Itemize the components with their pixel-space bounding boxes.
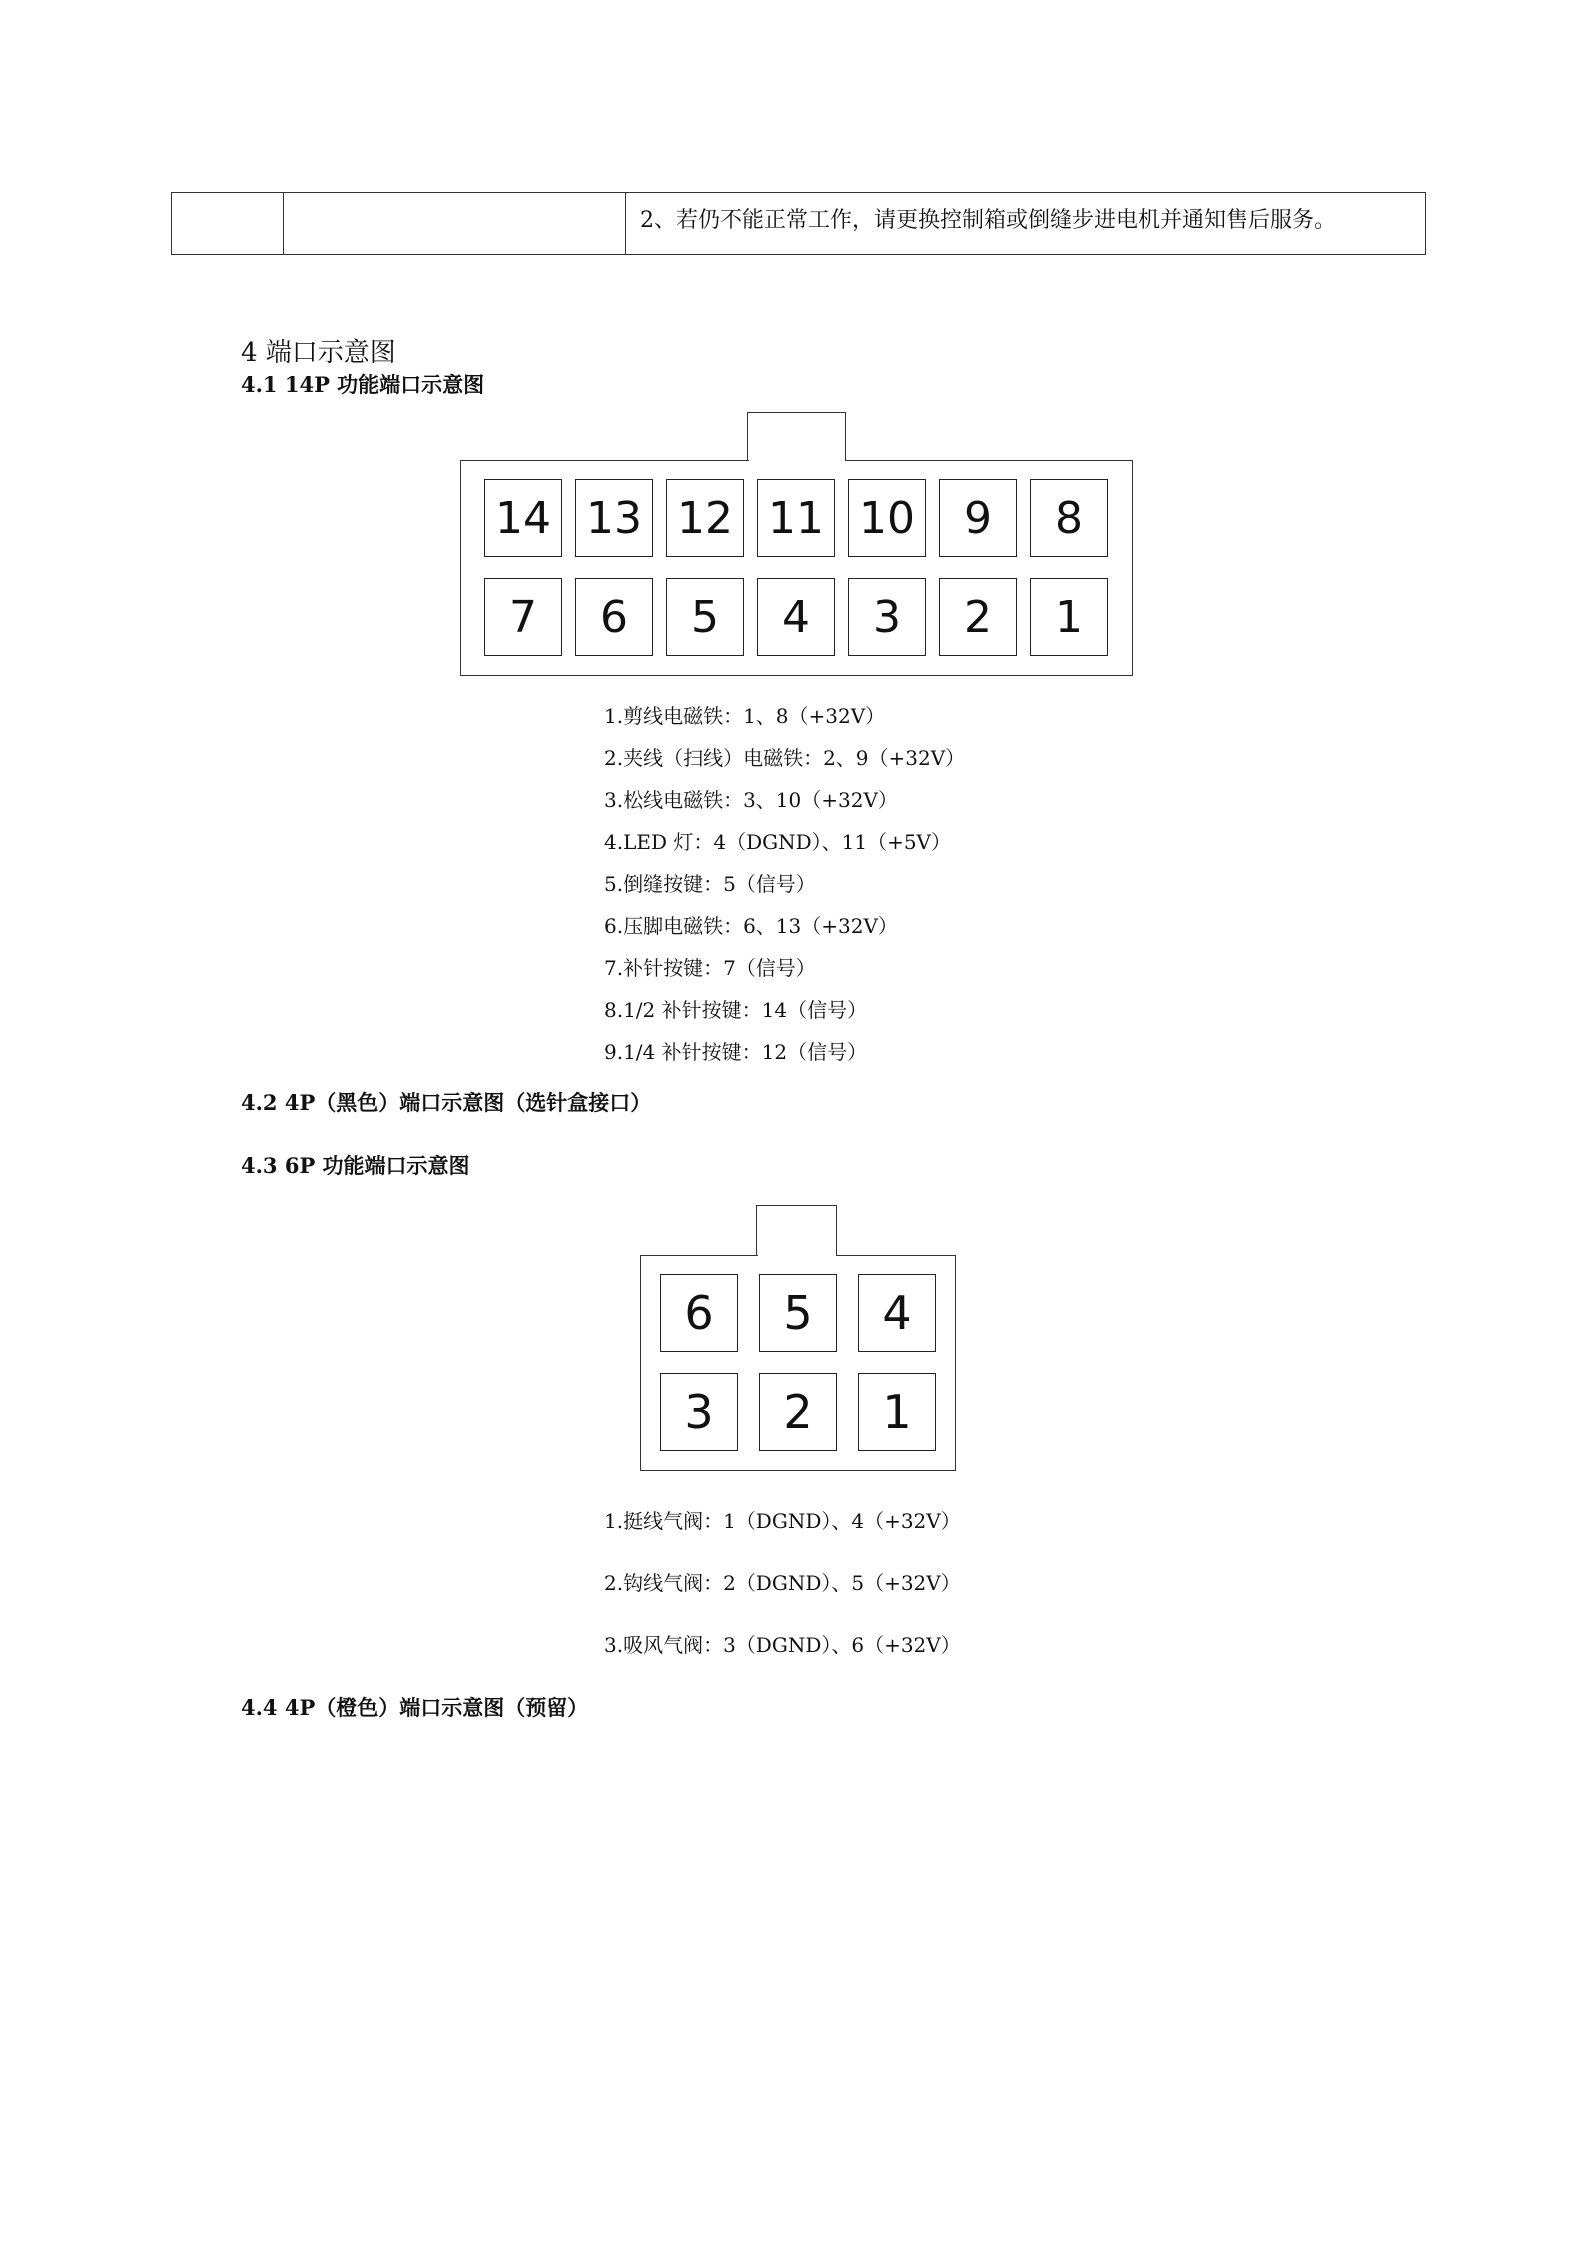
section-title: 4 端口示意图: [241, 338, 396, 368]
table-row-fragment: [171, 192, 1426, 255]
pin-description: 6.压脚电磁铁：6、13（+32V）: [604, 914, 898, 938]
pin-description: 1.剪线电磁铁：1、8（+32V）: [604, 704, 886, 728]
pin-description: 1.挺线气阀：1（DGND）、4（+32V）: [604, 1509, 961, 1533]
pin-description: 3.吸风气阀：3（DGND）、6（+32V）: [604, 1633, 961, 1657]
table-cell-text: 2、若仍不能正常工作，请更换控制箱或倒缝步进电机并通知售后服务。: [640, 208, 1336, 233]
pin-description: 5.倒缝按键：5（信号）: [604, 872, 816, 896]
pin-description: 2.夹线（扫线）电磁铁：2、9（+32V）: [604, 746, 966, 770]
pin-14: 14: [484, 479, 562, 557]
pin-5: 5: [666, 578, 744, 656]
pin-description: 8.1/2 补针按键：14（信号）: [604, 998, 868, 1022]
section-4-1-title: 4.1 14P 功能端口示意图: [241, 372, 485, 397]
pin-7: 7: [484, 578, 562, 656]
pin-9: 9: [939, 479, 1017, 557]
pin-description: 9.1/4 补针按键：12（信号）: [604, 1040, 868, 1064]
table-divider: [283, 193, 284, 254]
section-4-3-title: 4.3 6P 功能端口示意图: [241, 1153, 470, 1178]
connector-key-tab: [747, 412, 846, 462]
pin-5: 5: [759, 1274, 837, 1352]
pin-4: 4: [858, 1274, 936, 1352]
pin-2: 2: [759, 1373, 837, 1451]
table-divider: [625, 193, 626, 254]
section-4-2-title: 4.2 4P（黑色）端口示意图（选针盒接口）: [241, 1090, 652, 1115]
section-4-4-title: 4.4 4P（橙色）端口示意图（预留）: [241, 1695, 589, 1720]
pin-3: 3: [848, 578, 926, 656]
pin-6: 6: [660, 1274, 738, 1352]
connector-key-tab: [756, 1205, 837, 1257]
pin-12: 12: [666, 479, 744, 557]
pin-1: 1: [1030, 578, 1108, 656]
pin-10: 10: [848, 479, 926, 557]
pin-description: 4.LED 灯：4（DGND）、11（+5V）: [604, 830, 952, 854]
pin-6: 6: [575, 578, 653, 656]
pin-description: 7.补针按键：7（信号）: [604, 956, 816, 980]
pin-13: 13: [575, 479, 653, 557]
pin-description: 3.松线电磁铁：3、10（+32V）: [604, 788, 898, 812]
pin-description: 2.钩线气阀：2（DGND）、5（+32V）: [604, 1571, 961, 1595]
pin-3: 3: [660, 1373, 738, 1451]
pin-8: 8: [1030, 479, 1108, 557]
pin-1: 1: [858, 1373, 936, 1451]
pin-11: 11: [757, 479, 835, 557]
pin-2: 2: [939, 578, 1017, 656]
pin-4: 4: [757, 578, 835, 656]
